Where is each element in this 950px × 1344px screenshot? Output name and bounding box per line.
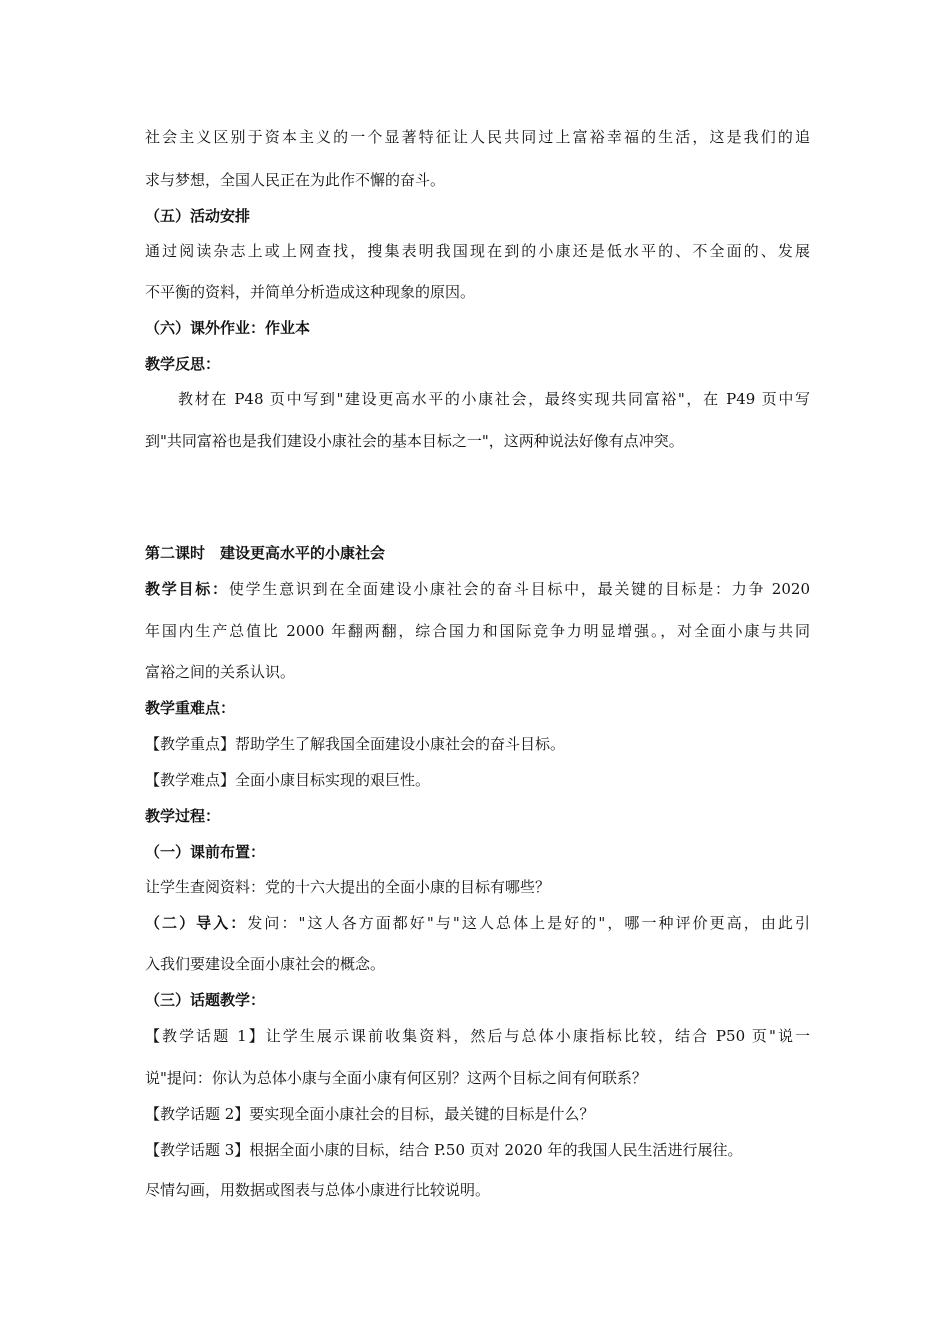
goal-label: 教学目标： [145, 580, 229, 598]
paragraph-line: 富裕之间的关系认识。 [145, 663, 296, 681]
paragraph-line: 尽情勾画，用数据或图表与总体小康进行比较说明。 [145, 1181, 491, 1199]
paragraph-line: 年国内生产总值比 2000 年翻两翻，综合国力和国际竞争力明显增强。，对全面小康与共同 [145, 622, 810, 640]
paragraph-line: 通过阅读杂志上或上网查找，搜集表明我国现在到的小康还是低水平的、不全面的、发展 [145, 242, 810, 260]
section-heading: （三）话题教学： [145, 991, 266, 1009]
paragraph-line: 说"提问：你认为总体小康与全面小康有何区别？这两个目标之间有何联系？ [145, 1069, 647, 1087]
paragraph-line: 入我们要建设全面小康社会的概念。 [145, 955, 386, 973]
section-heading: 教学重难点： [145, 699, 236, 717]
section-heading: 教学反思： [145, 355, 221, 373]
paragraph-line [145, 579, 810, 599]
section-heading: 教学过程： [145, 807, 221, 825]
lesson-title: 第二课时 建设更高水平的小康社会 [145, 544, 386, 562]
paragraph-line: 【教学话题 3】根据全面小康的目标，结合 P.50 页对 2020 年的我国人民生活进行展往。 [145, 1141, 743, 1159]
paragraph-line: 【教学难点】全面小康目标实现的艰巨性。 [145, 771, 431, 789]
paragraph-line: 【教学话题 2】要实现全面小康社会的目标，最关键的目标是什么？ [145, 1105, 595, 1123]
goal-text: 使学生意识到在全面建设小康社会的奋斗目标中，最关键的目标是：力争 2020 [228, 580, 810, 598]
paragraph-line: 让学生查阅资料：党的十六大提出的全面小康的目标有哪些？ [145, 878, 551, 896]
paragraph-line: 【教学话题 1】让学生展示课前收集资料，然后与总体小康指标比较，结合 P50 页"说一 [145, 1027, 810, 1045]
paragraph-line [145, 913, 810, 933]
paragraph-line: 不平衡的资料，并简单分析造成这种现象的原因。 [145, 283, 476, 301]
step2-text: 发问："这人各方面都好"与"这人总体上是好的"，哪一种评价更高，由此引 [247, 914, 810, 932]
section-heading: （一）课前布置： [145, 843, 266, 861]
section-heading: （五）活动安排 [145, 207, 251, 225]
paragraph-line: 求与梦想，全国人民正在为此作不懈的奋斗。 [145, 171, 446, 189]
step2-label: （二）导入： [145, 914, 248, 932]
paragraph-line: 社会主义区别于资本主义的一个显著特征让人民共同过上富裕幸福的生活，这是我们的追 [145, 128, 810, 146]
paragraph-line: 到"共同富裕也是我们建设小康社会的基本目标之一"，这两种说法好像有点冲突。 [145, 432, 684, 450]
paragraph-line: 教材在 P48 页中写到"建设更高水平的小康社会，最终实现共同富裕"，在 P49 页中写 [178, 390, 810, 408]
paragraph-line: 【教学重点】帮助学生了解我国全面建设小康社会的奋斗目标。 [145, 735, 566, 753]
section-heading: （六）课外作业：作业本 [145, 319, 311, 337]
